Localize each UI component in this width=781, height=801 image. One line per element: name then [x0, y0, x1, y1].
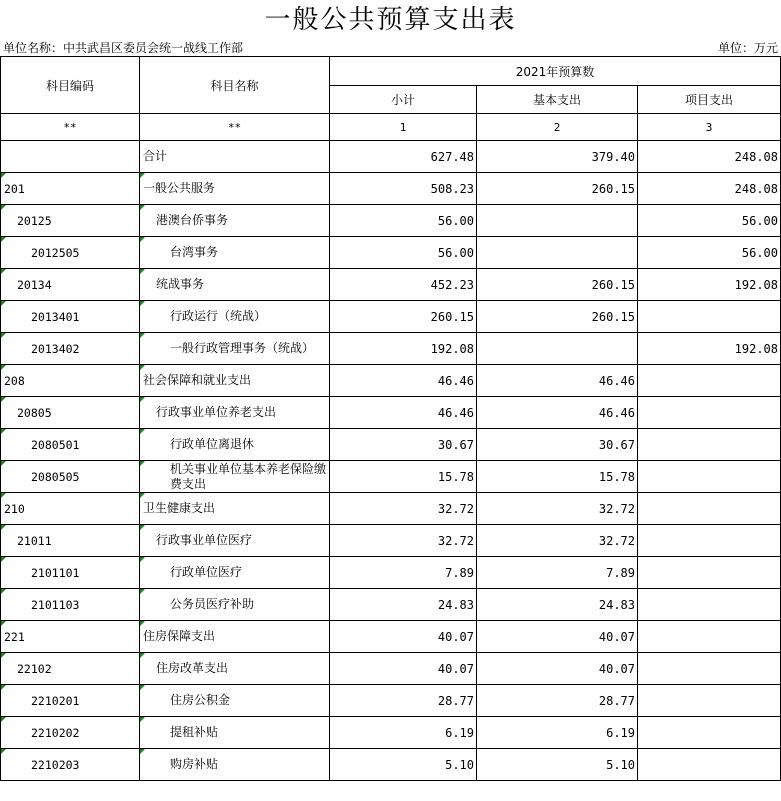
row-subtotal: 32.72	[330, 525, 477, 557]
table-row	[1, 685, 781, 717]
row-basic: 28.77	[477, 685, 638, 717]
table-row	[1, 333, 781, 365]
row-basic: 46.46	[477, 397, 638, 429]
row-name: 行政运行（统战）	[140, 301, 330, 333]
row-code: 2080505	[1, 461, 140, 493]
table-row	[1, 749, 781, 781]
row-subtotal: 40.07	[330, 653, 477, 685]
row-name: 提租补贴	[140, 717, 330, 749]
row-code: 2210203	[1, 749, 140, 781]
row-code: 2101101	[1, 557, 140, 589]
row-project	[638, 461, 781, 493]
row-code: 2013402	[1, 333, 140, 365]
row-code: 2080501	[1, 429, 140, 461]
index-cell: **	[1, 114, 140, 141]
row-project	[638, 653, 781, 685]
row-basic	[477, 237, 638, 269]
row-code: 208	[1, 365, 140, 397]
row-code: 2210201	[1, 685, 140, 717]
row-code: 2012505	[1, 237, 140, 269]
row-subtotal: 192.08	[330, 333, 477, 365]
row-project	[638, 493, 781, 525]
row-name: 社会保障和就业支出	[140, 365, 330, 397]
row-project: 248.08	[638, 173, 781, 205]
row-subtotal: 15.78	[330, 461, 477, 493]
row-basic: 15.78	[477, 461, 638, 493]
row-project	[638, 685, 781, 717]
table-row	[1, 269, 781, 301]
row-code: 221	[1, 621, 140, 653]
table-row	[1, 621, 781, 653]
row-subtotal: 32.72	[330, 493, 477, 525]
row-subtotal: 7.89	[330, 557, 477, 589]
table-row	[1, 205, 781, 237]
row-code: 20125	[1, 205, 140, 237]
row-project: 56.00	[638, 205, 781, 237]
row-code: 2210202	[1, 717, 140, 749]
row-project: 192.08	[638, 333, 781, 365]
table-body	[1, 141, 781, 781]
row-project	[638, 429, 781, 461]
row-code: 21011	[1, 525, 140, 557]
row-project	[638, 621, 781, 653]
row-subtotal: 56.00	[330, 237, 477, 269]
row-basic: 32.72	[477, 525, 638, 557]
row-name: 台湾事务	[140, 237, 330, 269]
row-subtotal: 40.07	[330, 621, 477, 653]
unit-measure-label: 单位：万元	[717, 41, 778, 55]
row-project	[638, 301, 781, 333]
row-basic: 40.07	[477, 653, 638, 685]
row-subtotal: 28.77	[330, 685, 477, 717]
row-name: 住房改革支出	[140, 653, 330, 685]
header-code: 科目编码	[1, 57, 140, 114]
row-project	[638, 525, 781, 557]
row-code: 2013401	[1, 301, 140, 333]
header-basic: 基本支出	[477, 86, 638, 114]
row-basic: 24.83	[477, 589, 638, 621]
row-project	[638, 749, 781, 781]
row-subtotal: 46.46	[330, 365, 477, 397]
row-subtotal: 260.15	[330, 301, 477, 333]
table-row	[1, 557, 781, 589]
row-code: 20134	[1, 269, 140, 301]
row-basic: 6.19	[477, 717, 638, 749]
row-subtotal: 30.67	[330, 429, 477, 461]
row-basic: 30.67	[477, 429, 638, 461]
row-project: 56.00	[638, 237, 781, 269]
row-name: 港澳台侨事务	[140, 205, 330, 237]
header-project: 项目支出	[638, 86, 781, 114]
row-subtotal: 452.23	[330, 269, 477, 301]
header-subtotal: 小计	[330, 86, 477, 114]
row-subtotal: 56.00	[330, 205, 477, 237]
table-row	[1, 237, 781, 269]
index-cell: 1	[330, 114, 477, 141]
row-name: 住房保障支出	[140, 621, 330, 653]
row-subtotal: 6.19	[330, 717, 477, 749]
row-subtotal: 627.48	[330, 141, 477, 173]
row-project	[638, 365, 781, 397]
row-code	[1, 141, 140, 173]
row-project: 192.08	[638, 269, 781, 301]
row-code: 22102	[1, 653, 140, 685]
row-basic: 260.15	[477, 301, 638, 333]
row-basic: 40.07	[477, 621, 638, 653]
row-code: 201	[1, 173, 140, 205]
table-row	[1, 493, 781, 525]
row-project	[638, 557, 781, 589]
row-basic: 379.40	[477, 141, 638, 173]
row-subtotal: 508.23	[330, 173, 477, 205]
row-basic: 32.72	[477, 493, 638, 525]
table-row	[1, 461, 781, 493]
row-name: 购房补贴	[140, 749, 330, 781]
table-row	[1, 365, 781, 397]
row-basic	[477, 333, 638, 365]
budget-expenditure-table	[0, 56, 781, 781]
row-name: 行政事业单位养老支出	[140, 397, 330, 429]
index-cell: 3	[638, 114, 781, 141]
row-basic: 260.15	[477, 173, 638, 205]
row-subtotal: 24.83	[330, 589, 477, 621]
table-row	[1, 429, 781, 461]
row-code: 2101103	[1, 589, 140, 621]
row-basic: 46.46	[477, 365, 638, 397]
row-basic: 260.15	[477, 269, 638, 301]
row-project: 248.08	[638, 141, 781, 173]
row-name: 一般公共服务	[140, 173, 330, 205]
row-name: 合计	[140, 141, 330, 173]
column-index-row	[1, 114, 781, 141]
row-project	[638, 717, 781, 749]
header-name: 科目名称	[140, 57, 330, 114]
row-name: 行政单位医疗	[140, 557, 330, 589]
row-project	[638, 397, 781, 429]
table-row	[1, 525, 781, 557]
row-name: 机关事业单位基本养老保险缴费支出	[140, 461, 330, 493]
row-name: 卫生健康支出	[140, 493, 330, 525]
row-name: 住房公积金	[140, 685, 330, 717]
row-basic	[477, 205, 638, 237]
table-row	[1, 301, 781, 333]
page-title: 一般公共预算支出表	[264, 5, 517, 35]
index-cell: **	[140, 114, 330, 141]
row-name: 一般行政管理事务（统战）	[140, 333, 330, 365]
table-row	[1, 717, 781, 749]
row-name: 行政单位离退休	[140, 429, 330, 461]
row-name: 统战事务	[140, 269, 330, 301]
row-basic: 7.89	[477, 557, 638, 589]
row-project	[638, 589, 781, 621]
row-name: 公务员医疗补助	[140, 589, 330, 621]
table-row	[1, 141, 781, 173]
table-row	[1, 589, 781, 621]
header-budget-group: 2021年预算数	[330, 57, 781, 86]
unit-name-label: 单位名称：中共武昌区委员会统一战线工作部	[3, 41, 244, 55]
row-name: 行政事业单位医疗	[140, 525, 330, 557]
row-code: 210	[1, 493, 140, 525]
table-row	[1, 653, 781, 685]
row-code: 20805	[1, 397, 140, 429]
row-subtotal: 46.46	[330, 397, 477, 429]
row-subtotal: 5.10	[330, 749, 477, 781]
table-row	[1, 173, 781, 205]
index-cell: 2	[477, 114, 638, 141]
row-basic: 5.10	[477, 749, 638, 781]
table-row	[1, 397, 781, 429]
